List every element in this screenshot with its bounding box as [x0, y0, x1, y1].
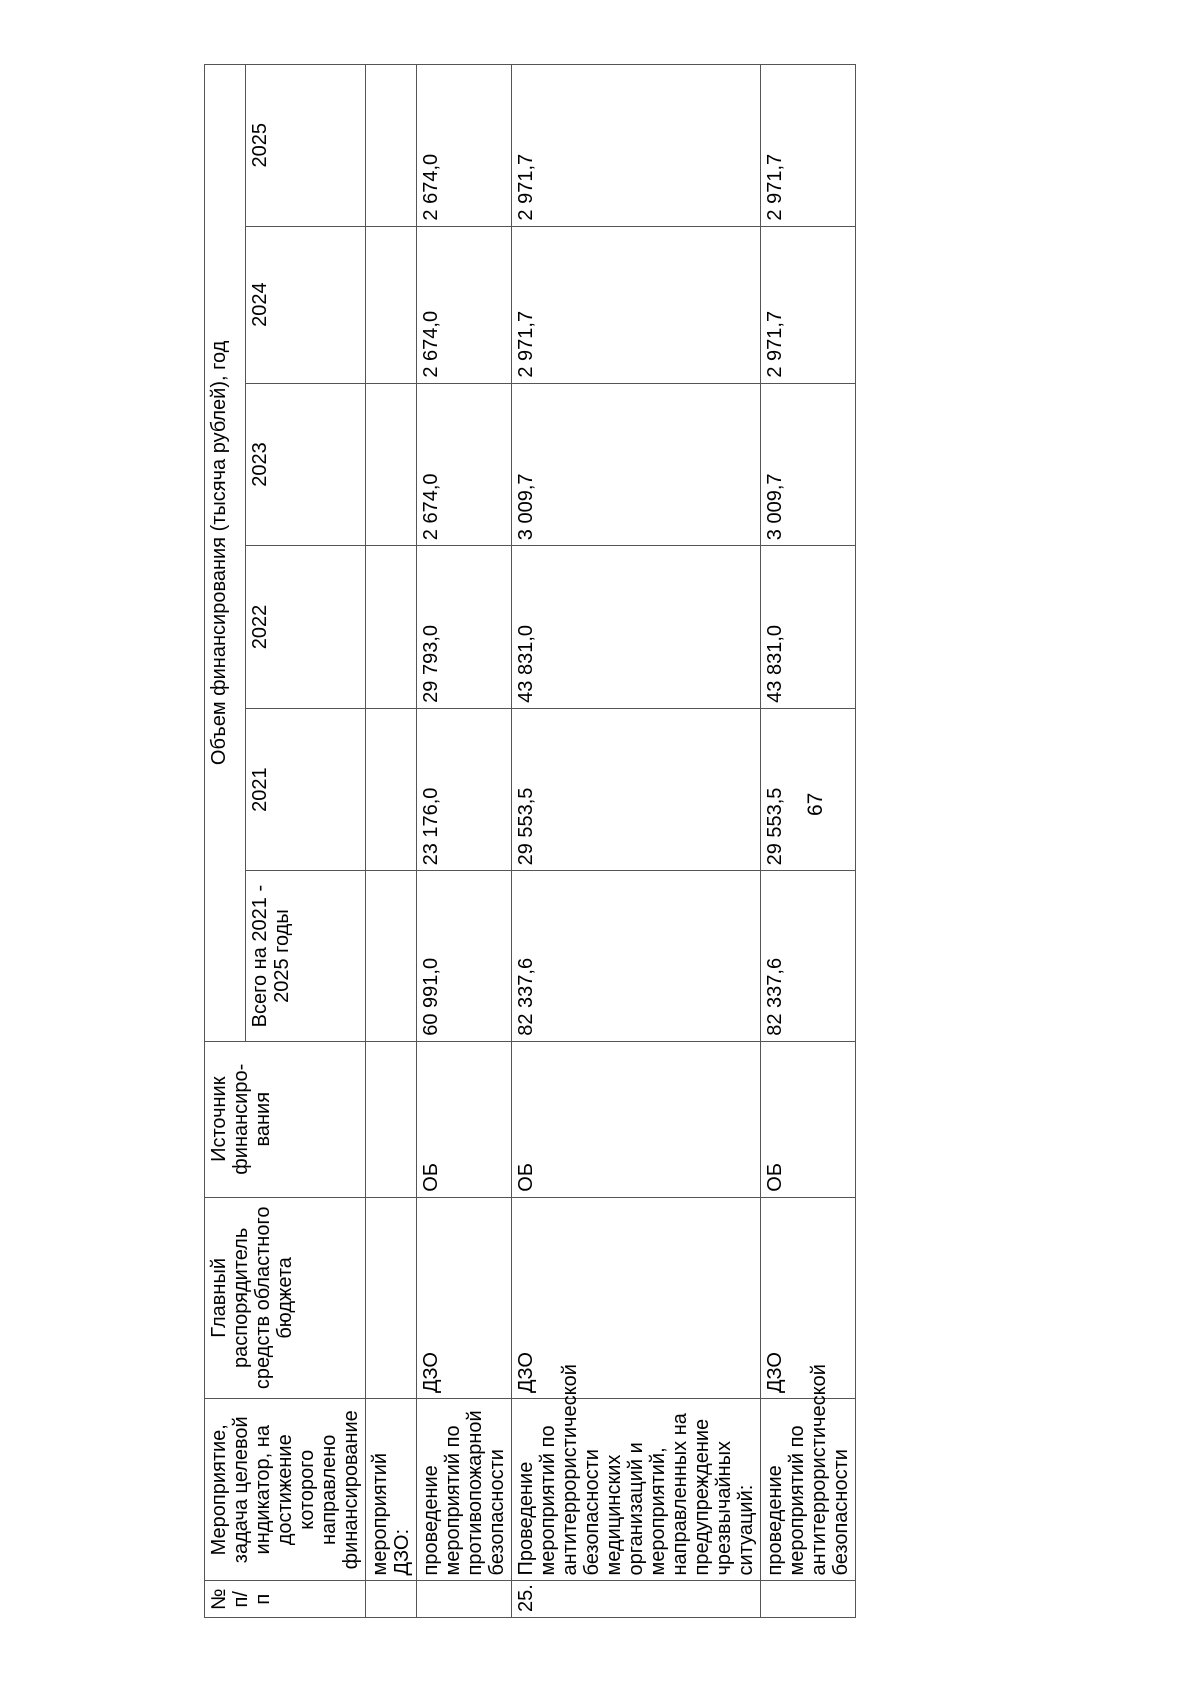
row-source: ОБ	[417, 1041, 512, 1197]
row-value: 3 009,7	[761, 383, 856, 546]
header-year: 2022	[245, 546, 365, 709]
row-num	[366, 1581, 417, 1618]
row-value: 2 674,0	[417, 383, 512, 546]
header-year: 2021	[245, 708, 365, 871]
row-manager: ДЗО	[417, 1197, 512, 1398]
row-value: 43 831,0	[761, 546, 856, 709]
row-value: 43 831,0	[512, 546, 761, 709]
row-value: 2 674,0	[417, 65, 512, 227]
row-manager	[366, 1197, 417, 1398]
row-value: 29 793,0	[417, 546, 512, 709]
financing-table	[204, 64, 856, 1618]
row-value	[366, 65, 417, 227]
row-source: ОБ	[761, 1041, 856, 1197]
row-name: Проведение мероприятий по антитеррористической безопасности медицинских организаций и мероприятий, направленных на предупреждение чрезвычайных ситуаций:	[512, 1399, 761, 1582]
row-value: 2 674,0	[417, 226, 512, 383]
row-value	[366, 546, 417, 709]
header-year: 2023	[245, 383, 365, 546]
header-year: 2025	[245, 65, 365, 227]
header-volume: Объем финансирования (тысяча рублей), год	[205, 65, 246, 1042]
header-row	[205, 65, 246, 1618]
row-source	[366, 1041, 417, 1197]
row-source: ОБ	[512, 1041, 761, 1197]
row-num	[761, 1581, 856, 1618]
header-source: Источник финансиро-вания	[205, 1041, 366, 1197]
row-total: 82 337,6	[512, 871, 761, 1041]
row-name: проведение мероприятий по противопожарной безопасности	[417, 1399, 512, 1582]
header-measure: Мероприятие, задача целевой индикатор, на достижение которого направлено финансирование	[205, 1399, 366, 1582]
row-name: мероприятий ДЗО:	[366, 1399, 417, 1582]
header-num: № п/п	[205, 1581, 366, 1618]
row-num	[417, 1581, 512, 1618]
row-value: 2 971,7	[761, 65, 856, 227]
row-num: 25.	[512, 1581, 761, 1618]
table-row	[417, 65, 512, 1618]
row-total: 60 991,0	[417, 871, 512, 1041]
row-value: 3 009,7	[512, 383, 761, 546]
row-manager: ДЗО	[761, 1197, 856, 1398]
table-row	[512, 65, 761, 1618]
header-total: Всего на 2021 - 2025 годы	[245, 871, 365, 1041]
row-value: 29 553,5	[761, 708, 856, 871]
row-manager: ДЗО	[512, 1197, 761, 1398]
table-row	[366, 65, 417, 1618]
header-year: 2024	[245, 226, 365, 383]
table-row	[761, 65, 856, 1618]
row-value	[366, 226, 417, 383]
row-total	[366, 871, 417, 1041]
row-total: 82 337,6	[761, 871, 856, 1041]
row-name: проведение мероприятий по антитеррористической безопасности	[761, 1399, 856, 1582]
row-value	[366, 383, 417, 546]
row-value: 2 971,7	[512, 226, 761, 383]
row-value: 29 553,5	[512, 708, 761, 871]
row-value: 2 971,7	[512, 65, 761, 227]
row-value	[366, 708, 417, 871]
row-value: 2 971,7	[761, 226, 856, 383]
header-manager: Главный распорядитель средств областного бюджета	[205, 1197, 366, 1398]
row-value: 23 176,0	[417, 708, 512, 871]
page-number: 67	[804, 792, 827, 816]
